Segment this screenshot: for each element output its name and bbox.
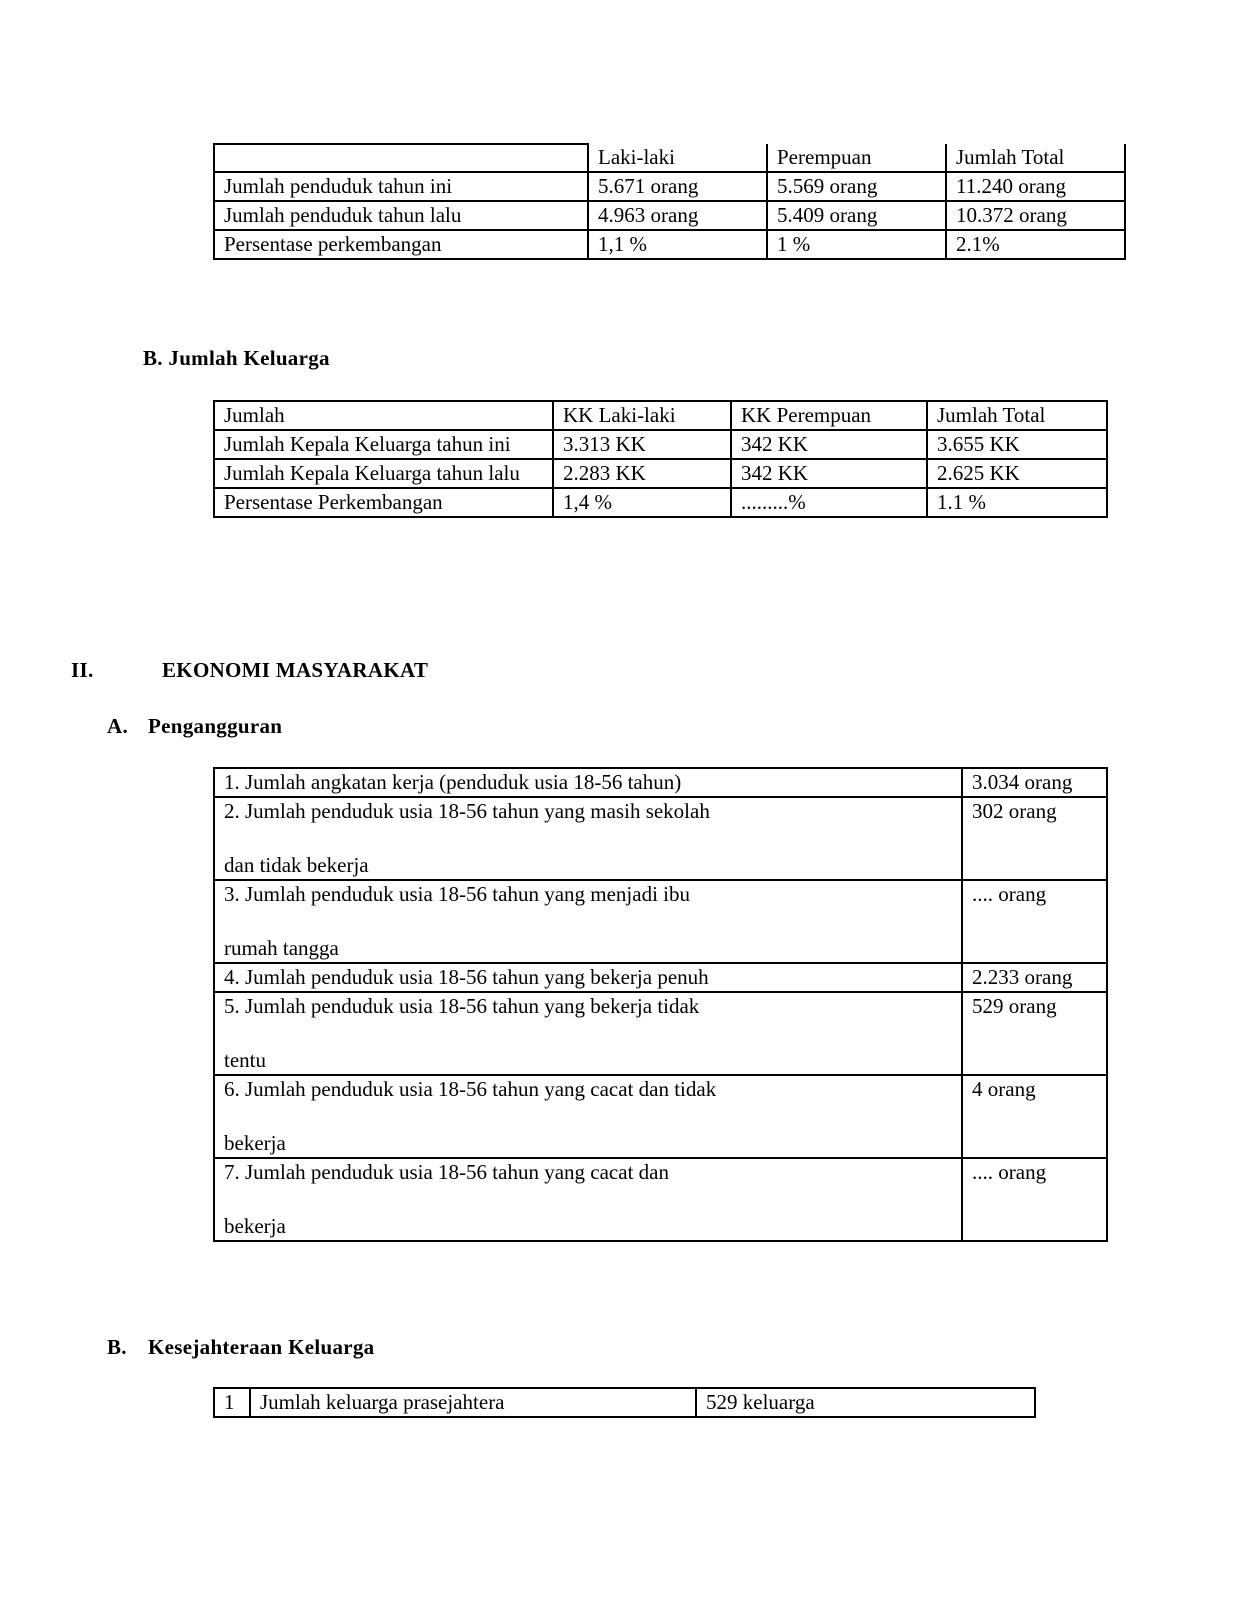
- row-value: 4 orang: [962, 1075, 1107, 1158]
- row-text: 5. Jumlah penduduk usia 18-56 tahun yang bekerja tidak: [224, 994, 700, 1018]
- row-text: 2. Jumlah penduduk usia 18-56 tahun yang masih sekolah: [224, 799, 710, 823]
- unemployment-table: [213, 767, 1108, 1242]
- header-cell: Perempuan: [767, 144, 946, 172]
- section-heading-pengangguran: Pengangguran: [148, 714, 283, 738]
- table-cell: 3.313 KK: [553, 430, 731, 459]
- row-text: 7. Jumlah penduduk usia 18-56 tahun yang cacat dan: [224, 1160, 669, 1184]
- table-row: [214, 488, 1107, 517]
- table-cell: 1,4 %: [553, 488, 731, 517]
- table-row: [214, 1388, 1035, 1417]
- row-text-continued: bekerja: [224, 1214, 286, 1238]
- table-cell: 2.1%: [946, 230, 1125, 259]
- row-value: 302 orang: [962, 797, 1107, 880]
- row-label: Persentase perkembangan: [214, 230, 588, 259]
- table-cell: 4.963 orang: [588, 201, 767, 230]
- table-row: [214, 230, 1125, 259]
- table-cell: 2.283 KK: [553, 459, 731, 488]
- table-row: [214, 963, 1107, 992]
- row-text-continued: tentu: [224, 1048, 266, 1072]
- row-text-continued: rumah tangga: [224, 936, 339, 960]
- row-label: Jumlah keluarga prasejahtera: [250, 1388, 696, 1417]
- table-cell: .........%: [731, 488, 927, 517]
- row-text: 6. Jumlah penduduk usia 18-56 tahun yang cacat dan tidak: [224, 1077, 717, 1101]
- table-cell: 5.569 orang: [767, 172, 946, 201]
- row-label: Jumlah penduduk tahun ini: [214, 172, 588, 201]
- row-label: Persentase Perkembangan: [214, 488, 553, 517]
- table-row: [214, 459, 1107, 488]
- row-text-continued: bekerja: [224, 1131, 286, 1155]
- row-label: [214, 992, 962, 1075]
- row-value: 529 orang: [962, 992, 1107, 1075]
- section-number-ii: II.: [71, 658, 94, 682]
- row-label: Jumlah Kepala Keluarga tahun lalu: [214, 459, 553, 488]
- table-cell: 3.655 KK: [927, 430, 1107, 459]
- row-value: 2.233 orang: [962, 963, 1107, 992]
- row-label: Jumlah Kepala Keluarga tahun ini: [214, 430, 553, 459]
- row-label: Jumlah penduduk tahun lalu: [214, 201, 588, 230]
- header-cell: [214, 144, 588, 172]
- table-row: [214, 144, 1125, 172]
- header-cell: KK Perempuan: [731, 401, 927, 430]
- section-letter-a: A.: [107, 714, 129, 738]
- table-cell: 11.240 orang: [946, 172, 1125, 201]
- section-heading-ekonomi: EKONOMI MASYARAKAT: [162, 658, 429, 682]
- table-cell: 1.1 %: [927, 488, 1107, 517]
- row-text: 4. Jumlah penduduk usia 18-56 tahun yang bekerja penuh: [224, 965, 709, 989]
- table-row: [214, 1075, 1107, 1158]
- table-cell: 1 %: [767, 230, 946, 259]
- table-cell: 2.625 KK: [927, 459, 1107, 488]
- table-row: [214, 992, 1107, 1075]
- row-value: .... orang: [962, 880, 1107, 963]
- header-cell: Jumlah Total: [927, 401, 1107, 430]
- family-table: [213, 400, 1108, 518]
- table-row: [214, 1158, 1107, 1241]
- table-row: [214, 880, 1107, 963]
- table-row: [214, 201, 1125, 230]
- row-value: 529 keluarga: [696, 1388, 1035, 1417]
- table-row: [214, 768, 1107, 797]
- table-row: [214, 172, 1125, 201]
- row-text: 1. Jumlah angkatan kerja (penduduk usia 18-56 tahun): [224, 770, 682, 794]
- table-cell: 1,1 %: [588, 230, 767, 259]
- table-cell: 10.372 orang: [946, 201, 1125, 230]
- section-letter-b: B.: [107, 1335, 127, 1359]
- row-label: [214, 768, 962, 797]
- header-cell: KK Laki-laki: [553, 401, 731, 430]
- table-row: [214, 797, 1107, 880]
- table-cell: 342 KK: [731, 430, 927, 459]
- table-row: [214, 430, 1107, 459]
- row-number: 1: [214, 1388, 250, 1417]
- row-value: 3.034 orang: [962, 768, 1107, 797]
- row-label: [214, 1075, 962, 1158]
- row-value: .... orang: [962, 1158, 1107, 1241]
- section-heading-kesejahteraan: Kesejahteraan Keluarga: [148, 1335, 375, 1359]
- table-row: [214, 401, 1107, 430]
- welfare-table: [213, 1387, 1036, 1418]
- table-cell: 5.409 orang: [767, 201, 946, 230]
- table-cell: 5.671 orang: [588, 172, 767, 201]
- row-text-continued: dan tidak bekerja: [224, 853, 369, 877]
- row-label: [214, 797, 962, 880]
- header-cell: Jumlah: [214, 401, 553, 430]
- section-heading-jumlah-keluarga: B. Jumlah Keluarga: [143, 346, 330, 370]
- header-cell: Laki-laki: [588, 144, 767, 172]
- table-cell: 342 KK: [731, 459, 927, 488]
- header-cell: Jumlah Total: [946, 144, 1125, 172]
- row-text: 3. Jumlah penduduk usia 18-56 tahun yang menjadi ibu: [224, 882, 691, 906]
- row-label: [214, 880, 962, 963]
- population-table: [213, 143, 1126, 260]
- row-label: [214, 963, 962, 992]
- row-label: [214, 1158, 962, 1241]
